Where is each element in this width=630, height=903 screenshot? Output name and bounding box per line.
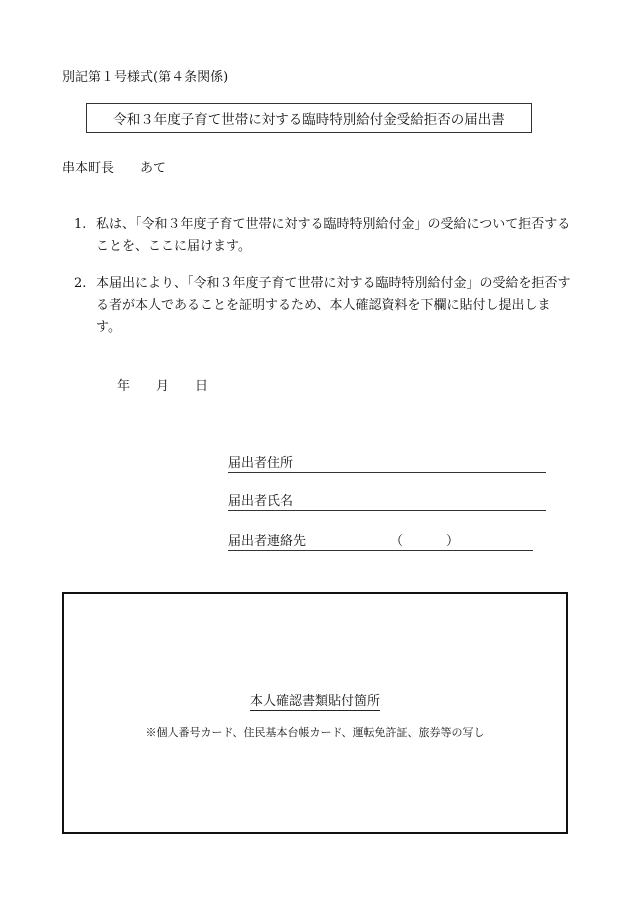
addressee-name: 串本町長 [62,161,115,176]
applicant-name-field[interactable] [228,490,546,511]
applicant-address-field[interactable] [228,452,546,473]
applicant-address-label: 届出者住所 [228,456,294,471]
item-number: 1. [74,217,87,232]
applicant-contact-label: 届出者連絡先 [228,534,307,549]
form-reference: 別記第１号様式(第４条関係) [62,70,229,85]
declaration-item-1 [74,214,574,258]
id-box-title-text: 本人確認書類貼付箇所 [249,694,380,709]
document-title-box [86,103,532,133]
declaration-item-2 [74,273,574,339]
contact-paren-close: ） [446,534,460,549]
document-title: 令和３年度子育て世帯に対する臨時特別給付金受給拒否の届出書 [113,112,505,128]
item-number: 2. [74,276,87,291]
item-text: 私は、「令和３年度子育て世帯に対する臨時特別給付金」の受給について拒否することを、ここに届けます。 [96,217,571,254]
date-year-label: 年 [117,379,131,394]
date-month-label: 月 [156,379,170,394]
applicant-name-label: 届出者氏名 [228,494,294,509]
id-box-title [64,690,566,709]
applicant-contact-field[interactable] [228,530,533,551]
id-box-note: ※個人番号カード、住民基本台帳カード、運転免許証、旅券等の写し [145,726,485,739]
addressee-suffix: あて [140,161,167,176]
date-day-label: 日 [195,379,209,394]
date-row [117,375,208,394]
item-text: 本届出により、「令和３年度子育て世帯に対する臨時特別給付金」の受給を拒否する者が本人であることを証明するため、本人確認資料を下欄に貼付し提出します。 [96,276,571,335]
id-document-attachment-box [62,592,568,834]
contact-paren-open: （ [390,534,404,549]
addressee [62,157,166,176]
